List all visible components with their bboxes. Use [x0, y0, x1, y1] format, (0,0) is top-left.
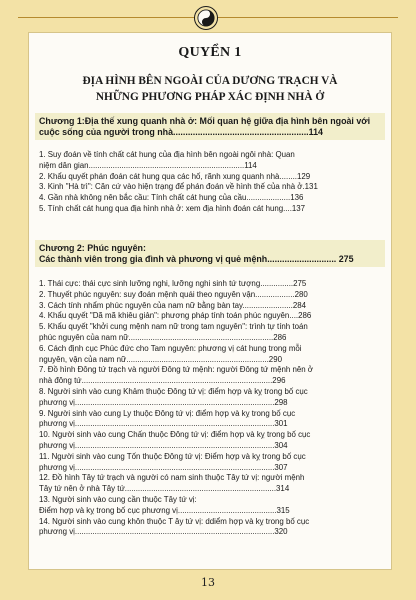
chapter-1-heading-line-1: Chương 1:Địa thế xung quanh nhà ở: Mối quan hệ giữa địa hình bên ngoài với [39, 116, 371, 126]
section-subtitle [37, 73, 383, 105]
toc-entry: 3. Kinh "Hà trì": Căn cứ vào hiện trạng để phán đoán về hình thế của nhà ở.131 [39, 182, 318, 192]
subtitle-line-2: NHỮNG PHƯƠNG PHÁP XÁC ĐỊNH NHÀ Ở [95, 91, 325, 103]
toc-entry: 7. Đồ hình Đông tứ trạch và người Đông tứ mệnh: người Đông tứ mệnh nên ở nhà đông tứ.......................................................................................296 [39, 365, 313, 386]
toc-entry: 14. Người sinh vào cung khôn thuộc T ây tứ vị: ddiểm hợp và kỵ trong bố cục phương vị...........................................................................................320 [39, 516, 310, 537]
chapter-1-heading [35, 113, 385, 140]
toc-entry: 10. Người sinh vào cung Chấn thuộc Đông tứ vị: điểm hợp và kỵ trong bố cục phương vị...........................................................................................304 [39, 430, 311, 450]
toc-entry: 1. Suy đoán về tính chất cát hung của địa hình bên ngoài ngôi nhà: Quan niệm dân gian.......................................................................114 [39, 150, 295, 170]
chapter-2 [35, 240, 385, 538]
toc-entry: 2. Khẩu quyết phán đoán cát hung qua các hố, rãnh xung quanh nhà........129 [39, 171, 311, 181]
toc-entry: 13. Người sinh vào cung cần thuộc Tây tứ vị: Điểm hợp và kỵ trong bố cục phương vị.............................................315 [39, 494, 290, 515]
toc-entry: 8. Người sinh vào cung Khảm thuộc Đông tứ vị: điểm hợp và kỵ trong bố cục phương vị...........................................................................................298 [39, 386, 308, 407]
chapter-2-heading-line-1: Chương 2: Phúc nguyên: [39, 243, 146, 253]
chapter-2-heading [35, 240, 385, 267]
toc-entry: 5. Khẩu quyết "khởi cung mệnh nam nữ trong tam nguyên": trình tự tính toán phúc nguyên của nam nữ..................................................................286 [39, 322, 308, 342]
chapter-2-entries [35, 279, 385, 538]
toc-entry: 9. Người sinh vào cung Ly thuộc Đông tứ vị: điểm hợp và kỵ trong bố cục phương vị...........................................................................................301 [39, 408, 296, 429]
yin-yang-emblem-icon [194, 6, 218, 30]
toc-entry: 2. Thuyết phúc nguyên: suy đoán mệnh quái theo nguyên vận..................280 [39, 289, 308, 299]
chapter-2-heading-line-2: Các thành viên trong gia đình và phương vị quẻ mệnh............................ 275 [39, 254, 354, 264]
toc-entry: 11. Người sinh vào cung Tốn thuộc Đông tứ vị: Điểm hợp và kỵ trong bố cục phương vị...........................................................................................307 [39, 451, 306, 472]
chapter-1-heading-line-2: cuộc sống của người trong nhà.......................................................114 [39, 127, 323, 137]
toc-entry: 1. Thái cực: thái cực sinh lưỡng nghi, lưỡng nghi sinh tứ tượng...............275 [39, 279, 307, 288]
toc-entry: 6. Cách định cục Phúc đức cho Tam nguyên: phương vị cát hung trong mỗi nguyên, vận của nam nữ.................................................................290 [39, 343, 302, 364]
toc-entry: 4. Gần nhà không nên bắc cầu: Tính chất cát hung của cầu....................136 [39, 193, 304, 203]
toc-entry: 4. Khẩu quyết "Dã mã khiêu giản": phương pháp tính toán phúc nguyên....286 [39, 311, 312, 321]
chapter-1 [35, 113, 385, 215]
toc-entry: 3. Cách tính nhẩm phúc nguyên của nam nữ bằng bàn tay.......................284 [39, 300, 307, 310]
toc-entry: 12. Đồ hình Tây tứ trạch và người có nam sinh thuộc Tây tứ vị: người mệnh Tây tứ nên ở nhà Tây tứ.....................................................................314 [39, 473, 305, 494]
subtitle-line-1: ĐỊA HÌNH BÊN NGOÀI CỦA DƯƠNG TRẠCH VÀ [82, 75, 338, 87]
table-of-contents [28, 32, 392, 570]
toc-entry: 5. Tính chất cát hung qua địa hình nhà ở: xem địa hình đoán cát hung....137 [39, 203, 306, 213]
chapter-1-entries [35, 150, 385, 215]
page-title: QUYỂN 1 [178, 45, 242, 60]
page-number: 13 [201, 576, 215, 589]
